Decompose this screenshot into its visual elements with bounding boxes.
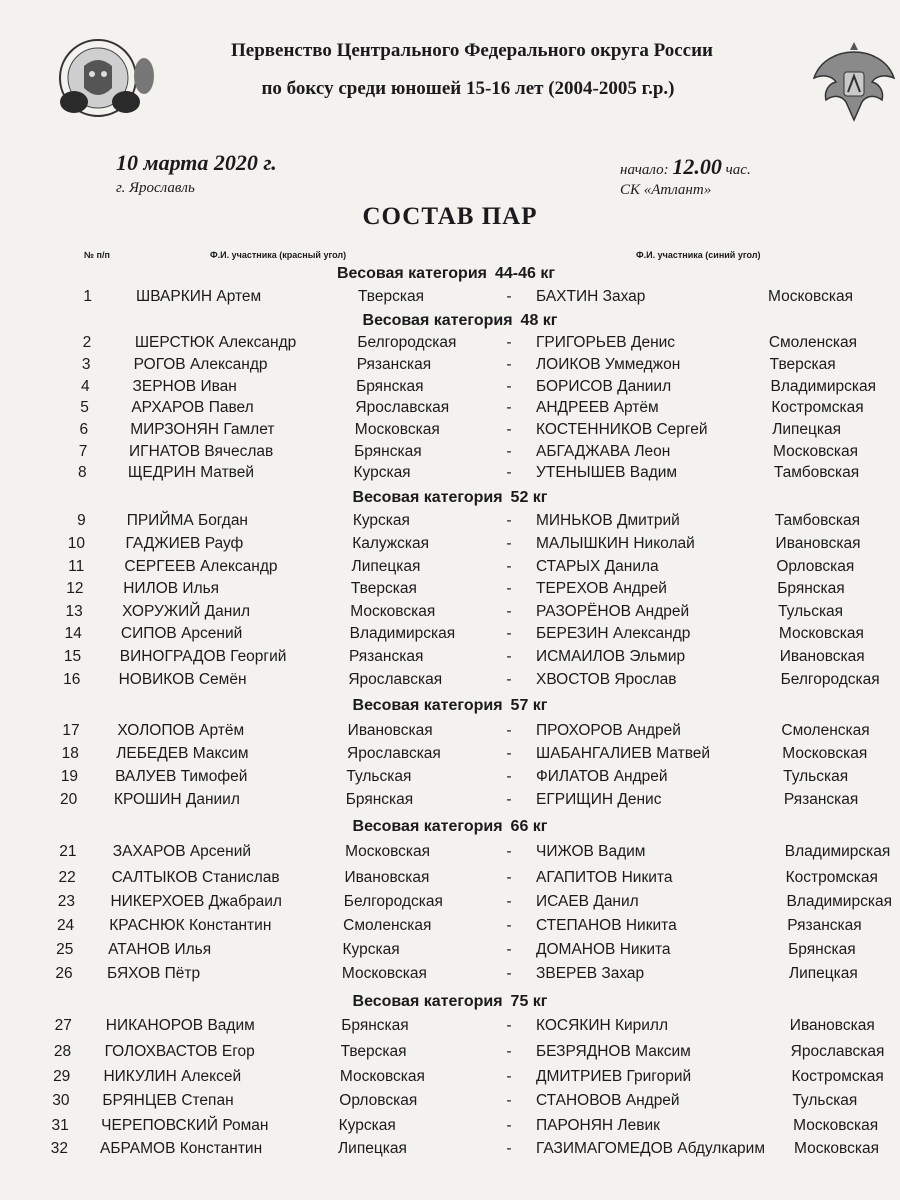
red-corner-region: Смоленская [343,917,432,934]
blue-corner-boxer: АНДРЕЕВ Артём [536,399,659,416]
blue-corner-boxer: ПРОХОРОВ Андрей [536,722,681,739]
pair-separator: - [506,791,512,808]
weight-category-heading [0,993,900,1011]
pair-row [0,671,900,693]
pair-separator: - [506,512,512,529]
pair-number: 11 [68,558,85,575]
red-corner-region: Московская [345,843,431,860]
blue-corner-region: Владимирская [770,378,877,395]
red-corner-region: Ярославская [355,399,450,416]
blue-corner-boxer: ГАЗИМАГОМЕДОВ Абдулкарим [536,1140,765,1157]
pair-number: 1 [83,288,92,305]
red-corner-boxer: ЗЕРНОВ Иван [132,378,237,395]
red-corner-boxer: АБРАМОВ Константин [100,1140,263,1157]
weight-category-value: 75 кг [510,993,548,1010]
weight-category-value: 57 кг [510,697,548,714]
red-corner-boxer: САЛТЫКОВ Станислав [111,869,280,886]
pair-separator: - [506,580,512,597]
pair-separator: - [506,965,512,982]
pair-number: 3 [81,356,91,373]
blue-corner-boxer: ЛОИКОВ Уммеджон [536,356,681,373]
pair-row [0,722,900,744]
blue-corner-region: Рязанская [783,791,859,808]
document-title-line1: Первенство Центрального Федерального округа России [231,40,713,61]
pair-number: 6 [79,421,89,438]
pair-number: 8 [77,464,87,481]
pair-number: 18 [61,745,79,762]
pair-number: 27 [54,1017,72,1034]
red-corner-boxer: ГОЛОХВАСТОВ Егор [104,1043,255,1060]
weight-category-label: Весовая категория [362,312,513,329]
pair-row [0,941,900,963]
blue-corner-region: Смоленская [768,334,858,351]
pair-separator: - [506,893,512,910]
weight-category-heading [0,697,900,715]
pair-row [0,558,900,580]
red-corner-region: Липецкая [351,558,421,575]
weight-category-value: 66 кг [510,818,548,835]
red-corner-region: Рязанская [356,356,432,373]
start-time-line [620,154,751,180]
pair-separator: - [506,1117,512,1134]
pair-separator: - [506,1043,512,1060]
blue-corner-boxer: ИСМАИЛОВ Эльмир [536,648,686,665]
blue-corner-boxer: СТАРЫХ Данила [536,558,659,575]
pair-separator: - [506,768,512,785]
blue-corner-boxer: ХВОСТОВ Ярослав [536,671,677,688]
pair-separator: - [506,1140,512,1157]
pair-separator: - [506,1017,512,1034]
pair-separator: - [506,941,512,958]
blue-corner-boxer: РАЗОРЁНОВ Андрей [536,603,690,620]
weight-category-label: Весовая категория [352,697,503,714]
pair-number: 13 [65,603,83,620]
pair-number: 22 [58,869,76,886]
blue-corner-region: Московская [794,1140,879,1157]
pair-separator: - [506,603,512,620]
column-header-red-corner: Ф.И. участника (красный угол) [210,250,347,260]
blue-corner-boxer: МИНЬКОВ Дмитрий [536,512,680,529]
red-corner-region: Брянская [354,443,422,460]
red-corner-region: Орловская [339,1092,418,1109]
blue-corner-region: Ивановская [779,648,865,665]
event-city: г. Ярославль [116,180,195,196]
pair-number: 9 [77,512,86,529]
blue-corner-boxer: ЧИЖОВ Вадим [536,843,646,860]
blue-corner-boxer: ПАРОНЯН Левик [536,1117,660,1134]
red-corner-boxer: НИЛОВ Илья [123,580,220,597]
blue-corner-region: Рязанская [787,917,862,934]
weight-category-heading [0,489,900,507]
pair-separator: - [506,421,512,438]
blue-corner-region: Владимирская [786,893,892,910]
blue-corner-region: Ивановская [789,1017,875,1034]
pair-row [0,535,900,557]
pair-separator: - [506,1068,512,1085]
blue-corner-region: Тверская [769,356,836,373]
red-corner-boxer: ВАЛУЕВ Тимофей [115,768,248,785]
blue-corner-boxer: ЕГРИЩИН Денис [536,791,662,808]
red-corner-region: Липецкая [338,1140,407,1157]
pair-number: 20 [60,791,78,808]
red-corner-region: Московская [354,421,440,438]
blue-corner-boxer: ИСАЕВ Данил [536,893,639,910]
pair-separator: - [506,443,512,460]
pair-number: 17 [62,722,80,739]
weight-category-label: Весовая категория [352,993,503,1010]
red-corner-region: Тульская [346,768,412,785]
pair-number: 4 [81,378,90,395]
red-corner-region: Брянская [341,1017,409,1034]
blue-corner-boxer: СТЕПАНОВ Никита [536,917,677,934]
pair-row [0,791,900,813]
pair-row [0,580,900,602]
start-time: 12.00 [672,154,722,179]
blue-corner-boxer: ФИЛАТОВ Андрей [536,768,668,785]
red-corner-region: Тверская [358,288,424,305]
weight-category-heading [0,265,896,283]
red-corner-boxer: МИРЗОНЯН Гамлет [130,421,275,438]
pair-number: 15 [63,648,82,665]
pair-separator: - [506,745,512,762]
pair-row [0,648,900,670]
blue-corner-boxer: УТЕНЫШЕВ Вадим [536,464,678,481]
pair-row [0,399,900,421]
red-corner-region: Курская [342,941,400,958]
red-corner-region: Курская [353,464,411,481]
pair-row [0,843,900,865]
pair-separator: - [506,843,512,860]
blue-corner-region: Костромская [791,1068,884,1085]
pair-number: 16 [63,671,81,688]
red-corner-boxer: ЛЕБЕДЕВ Максим [116,745,249,762]
pair-separator: - [506,464,512,481]
pair-number: 32 [50,1140,68,1157]
blue-corner-region: Белгородская [780,671,880,688]
pair-separator: - [506,1092,512,1109]
blue-corner-region: Московская [768,288,853,305]
red-corner-region: Тверская [340,1043,407,1060]
weight-category-label: Весовая категория [336,265,487,282]
red-corner-region: Брянская [356,378,424,395]
red-corner-boxer: ГАДЖИЕВ Рауф [125,535,244,552]
weight-category-label: Весовая категория [352,818,503,835]
blue-corner-region: Тамбовская [773,464,860,481]
red-corner-boxer: СИПОВ Арсений [120,625,243,642]
pair-row [0,1140,900,1162]
red-corner-boxer: ШЕРСТЮК Александр [134,334,297,351]
red-corner-boxer: НИКАНОРОВ Вадим [105,1017,255,1034]
pair-number: 19 [60,768,79,785]
pair-separator: - [506,334,512,351]
pair-row [0,288,900,310]
pair-separator: - [506,917,512,934]
pair-row [0,745,900,767]
blue-corner-boxer: БЕРЕЗИН Александр [536,625,691,642]
event-date: 10 марта 2020 г. [116,150,277,175]
pair-number: 25 [56,941,74,958]
pair-number: 5 [80,399,89,416]
red-corner-region: Ивановская [344,869,430,886]
red-corner-region: Ивановская [347,722,433,739]
pair-separator: - [506,356,512,373]
blue-corner-boxer: ГРИГОРЬЕВ Денис [536,334,676,351]
blue-corner-region: Липецкая [788,965,858,982]
blue-corner-boxer: БАХТИН Захар [536,288,646,305]
pair-row [0,893,900,915]
red-corner-region: Московская [350,603,436,620]
blue-corner-region: Брянская [788,941,856,958]
blue-corner-region: Тульская [783,768,849,785]
pair-separator: - [506,535,512,552]
blue-corner-region: Брянская [777,580,845,597]
pair-number: 21 [59,843,77,860]
pair-row [0,1117,900,1139]
red-corner-boxer: НИКУЛИН Алексей [103,1068,242,1085]
red-corner-boxer: ВИНОГРАДОВ Георгий [119,648,287,665]
pair-separator: - [506,648,512,665]
blue-corner-boxer: ТЕРЕХОВ Андрей [536,580,667,597]
red-corner-boxer: ХОРУЖИЙ Данил [122,603,251,620]
red-corner-boxer: РОГОВ Александр [133,356,268,373]
pair-number: 26 [55,965,73,982]
pair-number: 2 [82,334,92,351]
red-corner-region: Курская [352,512,410,529]
weight-category-label: Весовая категория [352,489,503,506]
pair-row [0,625,900,647]
red-corner-boxer: НОВИКОВ Семён [118,671,247,688]
red-corner-region: Владимирская [349,625,456,642]
blue-corner-region: Московская [782,745,868,762]
pair-number: 12 [66,580,84,597]
pair-separator: - [506,558,512,575]
blue-corner-region: Владимирская [784,843,891,860]
pair-number: 14 [64,625,82,642]
pair-separator: - [506,378,512,395]
red-corner-region: Московская [341,965,427,982]
red-corner-boxer: НИКЕРХОЕВ Джабраил [110,893,282,910]
blue-corner-region: Ивановская [775,535,861,552]
pair-separator: - [506,671,512,688]
pair-number: 29 [53,1068,71,1085]
red-corner-region: Ярославская [347,745,441,762]
red-corner-region: Курская [338,1117,396,1134]
pair-separator: - [506,288,512,305]
red-corner-boxer: КРОШИН Даниил [113,791,240,808]
pair-number: 31 [51,1117,69,1134]
blue-corner-boxer: БЕЗРЯДНОВ Максим [536,1043,691,1060]
blue-corner-region: Тульская [778,603,844,620]
blue-corner-boxer: КОСТЕННИКОВ Сергей [536,421,708,438]
pair-row [0,1092,900,1114]
red-corner-region: Белгородская [343,893,443,910]
pair-row [0,917,900,939]
red-corner-boxer: ЗАХАРОВ Арсений [112,843,252,860]
red-corner-boxer: ШВАРКИН Артем [136,288,262,305]
pair-separator: - [506,625,512,642]
red-corner-region: Тверская [350,580,417,597]
pair-number: 7 [78,443,88,460]
blue-corner-region: Смоленская [781,722,870,739]
blue-corner-region: Липецкая [772,421,842,438]
red-corner-boxer: ХОЛОПОВ Артём [117,722,245,739]
blue-corner-region: Московская [793,1117,879,1134]
pair-number: 28 [53,1043,72,1060]
pair-row [0,378,900,400]
red-corner-boxer: КРАСНЮК Константин [109,917,272,934]
pair-row [0,965,900,987]
blue-corner-region: Тамбовская [774,512,861,529]
red-corner-region: Московская [339,1068,425,1085]
pair-row [0,869,900,891]
pair-row [0,603,900,625]
pair-row [0,443,900,465]
red-corner-region: Рязанская [348,648,424,665]
pair-separator: - [506,722,512,739]
red-corner-boxer: ПРИЙМА Богдан [126,512,248,529]
red-corner-region: Ярославская [348,671,443,688]
red-corner-boxer: БЯХОВ Пётр [106,965,201,982]
pair-row [0,464,900,486]
blue-corner-boxer: МАЛЫШКИН Николай [536,535,695,552]
pair-number: 23 [57,893,75,910]
blue-corner-region: Ярославская [790,1043,885,1060]
red-corner-boxer: БРЯНЦЕВ Степан [102,1092,234,1109]
pair-row [0,334,900,356]
blue-corner-region: Костромская [785,869,878,886]
pair-number: 10 [67,535,86,552]
blue-corner-region: Московская [773,443,859,460]
blue-corner-region: Костромская [771,399,864,416]
weight-category-value: 44-46 кг [494,265,556,282]
blue-corner-boxer: ДОМАНОВ Никита [536,941,671,958]
blue-corner-boxer: КОСЯКИН Кирилл [536,1017,669,1034]
red-corner-boxer: ИГНАТОВ Вячеслав [129,443,274,460]
blue-corner-boxer: ДМИТРИЕВ Григорий [536,1068,692,1085]
pair-row [0,1068,900,1090]
blue-corner-boxer: АГАПИТОВ Никита [536,869,673,886]
blue-corner-boxer: ШАБАНГАЛИЕВ Матвей [536,745,711,762]
weight-category-value: 52 кг [510,489,548,506]
blue-corner-boxer: ЗВЕРЕВ Захар [536,965,645,982]
pair-row [0,768,900,790]
pair-number: 24 [56,917,75,934]
column-header-number: № п/п [84,250,110,260]
document-title-line2: по боксу среди юношей 15-16 лет (2004-2005 г.р.) [261,78,675,99]
red-corner-boxer: СЕРГЕЕВ Александр [124,558,278,575]
pair-row [0,512,900,534]
red-corner-boxer: АРХАРОВ Павел [131,399,254,416]
pair-row [0,356,900,378]
blue-corner-boxer: БОРИСОВ Даниил [536,378,672,395]
pair-separator: - [506,869,512,886]
blue-corner-boxer: СТАНОВОВ Андрей [536,1092,680,1109]
blue-corner-boxer: АБГАДЖАВА Леон [536,443,671,460]
pair-number: 30 [52,1092,70,1109]
start-unit: час. [725,162,751,178]
weight-category-heading [10,312,900,330]
pair-row [0,1017,900,1039]
red-corner-boxer: ЩЕДРИН Матвей [127,464,255,481]
red-corner-boxer: ЧЕРЕПОВСКИЙ Роман [101,1117,269,1134]
event-venue: СК «Атлант» [620,182,712,198]
blue-corner-region: Тульская [792,1092,858,1109]
weight-category-heading [0,818,900,836]
red-corner-region: Белгородская [357,334,457,351]
blue-corner-region: Орловская [776,558,855,575]
blue-corner-region: Московская [778,625,864,642]
red-corner-boxer: АТАНОВ Илья [108,941,212,958]
pair-separator: - [506,399,512,416]
pair-row [0,1043,900,1065]
pair-row [0,421,900,443]
weight-category-value: 48 кг [520,312,558,329]
document-heading: СОСТАВ ПАР [362,203,538,230]
start-label: начало: [620,162,669,178]
red-corner-region: Калужская [352,535,430,552]
red-corner-region: Брянская [345,791,414,808]
column-header-blue-corner: Ф.И. участника (синий угол) [636,250,761,260]
